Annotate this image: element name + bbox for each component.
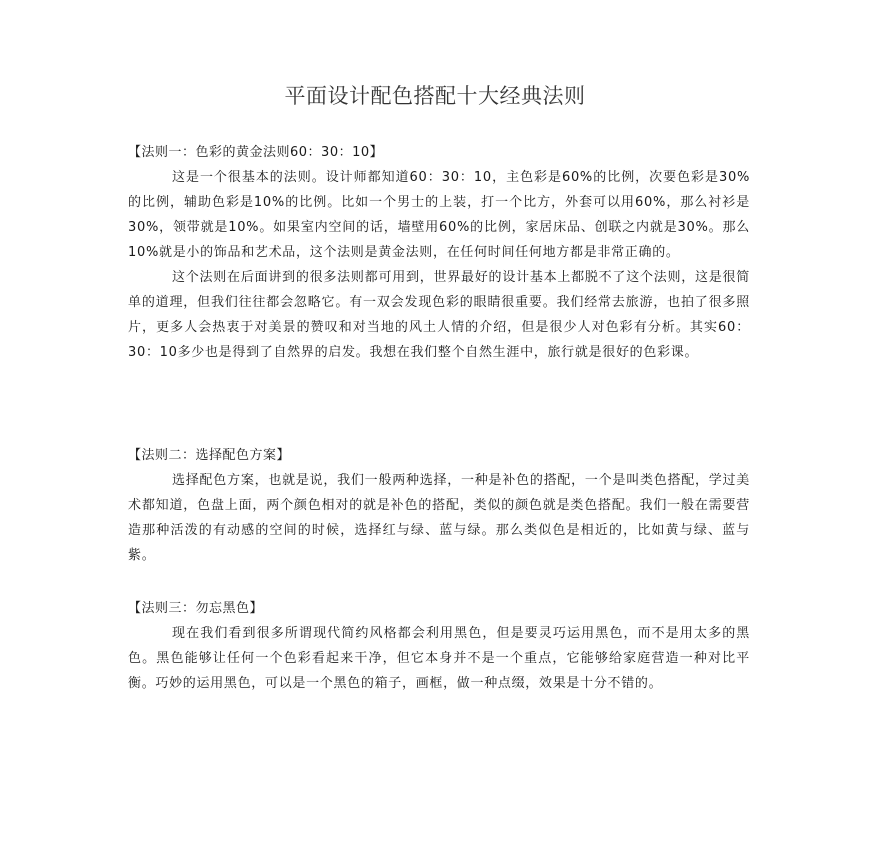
section-heading: 【法则一：色彩的黄金法则60：30：10】 [128,145,384,160]
paragraph: 这是一个很基本的法则。设计师都知道60：30：10，主色彩是60%的比例，次要色彩是30%的比例，辅助色彩是10%的比例。比如一个男士的上装，打一个比方，外套可以用60%，那么衬衫是30%，领带就是10%。如果室内空间的话，墙壁用60%的比例，家居床品、创联之内就是30%。那么10%就是小的饰品和艺术品，这个法则是黄金法则，在任何时间任何地方都是非常正确的。 [128,170,750,260]
paragraph: 选择配色方案，也就是说，我们一般两种选择，一种是补色的搭配，一个是叫类色搭配，学过美术都知道，色盘上面，两个颜色相对的就是补色的搭配，类似的颜色就是类色搭配。我们一般在需要营造那种活泼的有动感的空间的时候，选择红与绿、蓝与绿。那么类似色是相近的，比如黄与绿、蓝与紫。 [128,473,750,563]
section-heading: 【法则三：勿忘黑色】 [128,601,264,616]
section-rule-one [128,140,750,365]
document-title: 平面设计配色搭配十大经典法则 [284,84,586,108]
paragraph: 现在我们看到很多所谓现代简约风格都会利用黑色，但是要灵巧运用黑色，而不是用太多的黑色。黑色能够让任何一个色彩看起来干净，但它本身并不是一个重点，它能够给家庭营造一种对比平衡。巧妙的运用黑色，可以是一个黑色的箱子，画框，做一种点缀，效果是十分不错的。 [128,626,750,691]
section-rule-three [128,596,750,696]
paragraph: 这个法则在后面讲到的很多法则都可用到，世界最好的设计基本上都脱不了这个法则，这是很简单的道理，但我们往往都会忽略它。有一双会发现色彩的眼睛很重要。我们经常去旅游，也拍了很多照片，更多人会热衷于对美景的赞叹和对当地的风土人情的介绍，但是很少人对色彩有分析。其实60：30：10多少也是得到了自然界的启发。我想在我们整个自然生涯中，旅行就是很好的色彩课。 [128,270,750,360]
section-rule-two [128,443,750,568]
section-heading: 【法则二：选择配色方案】 [128,448,291,463]
